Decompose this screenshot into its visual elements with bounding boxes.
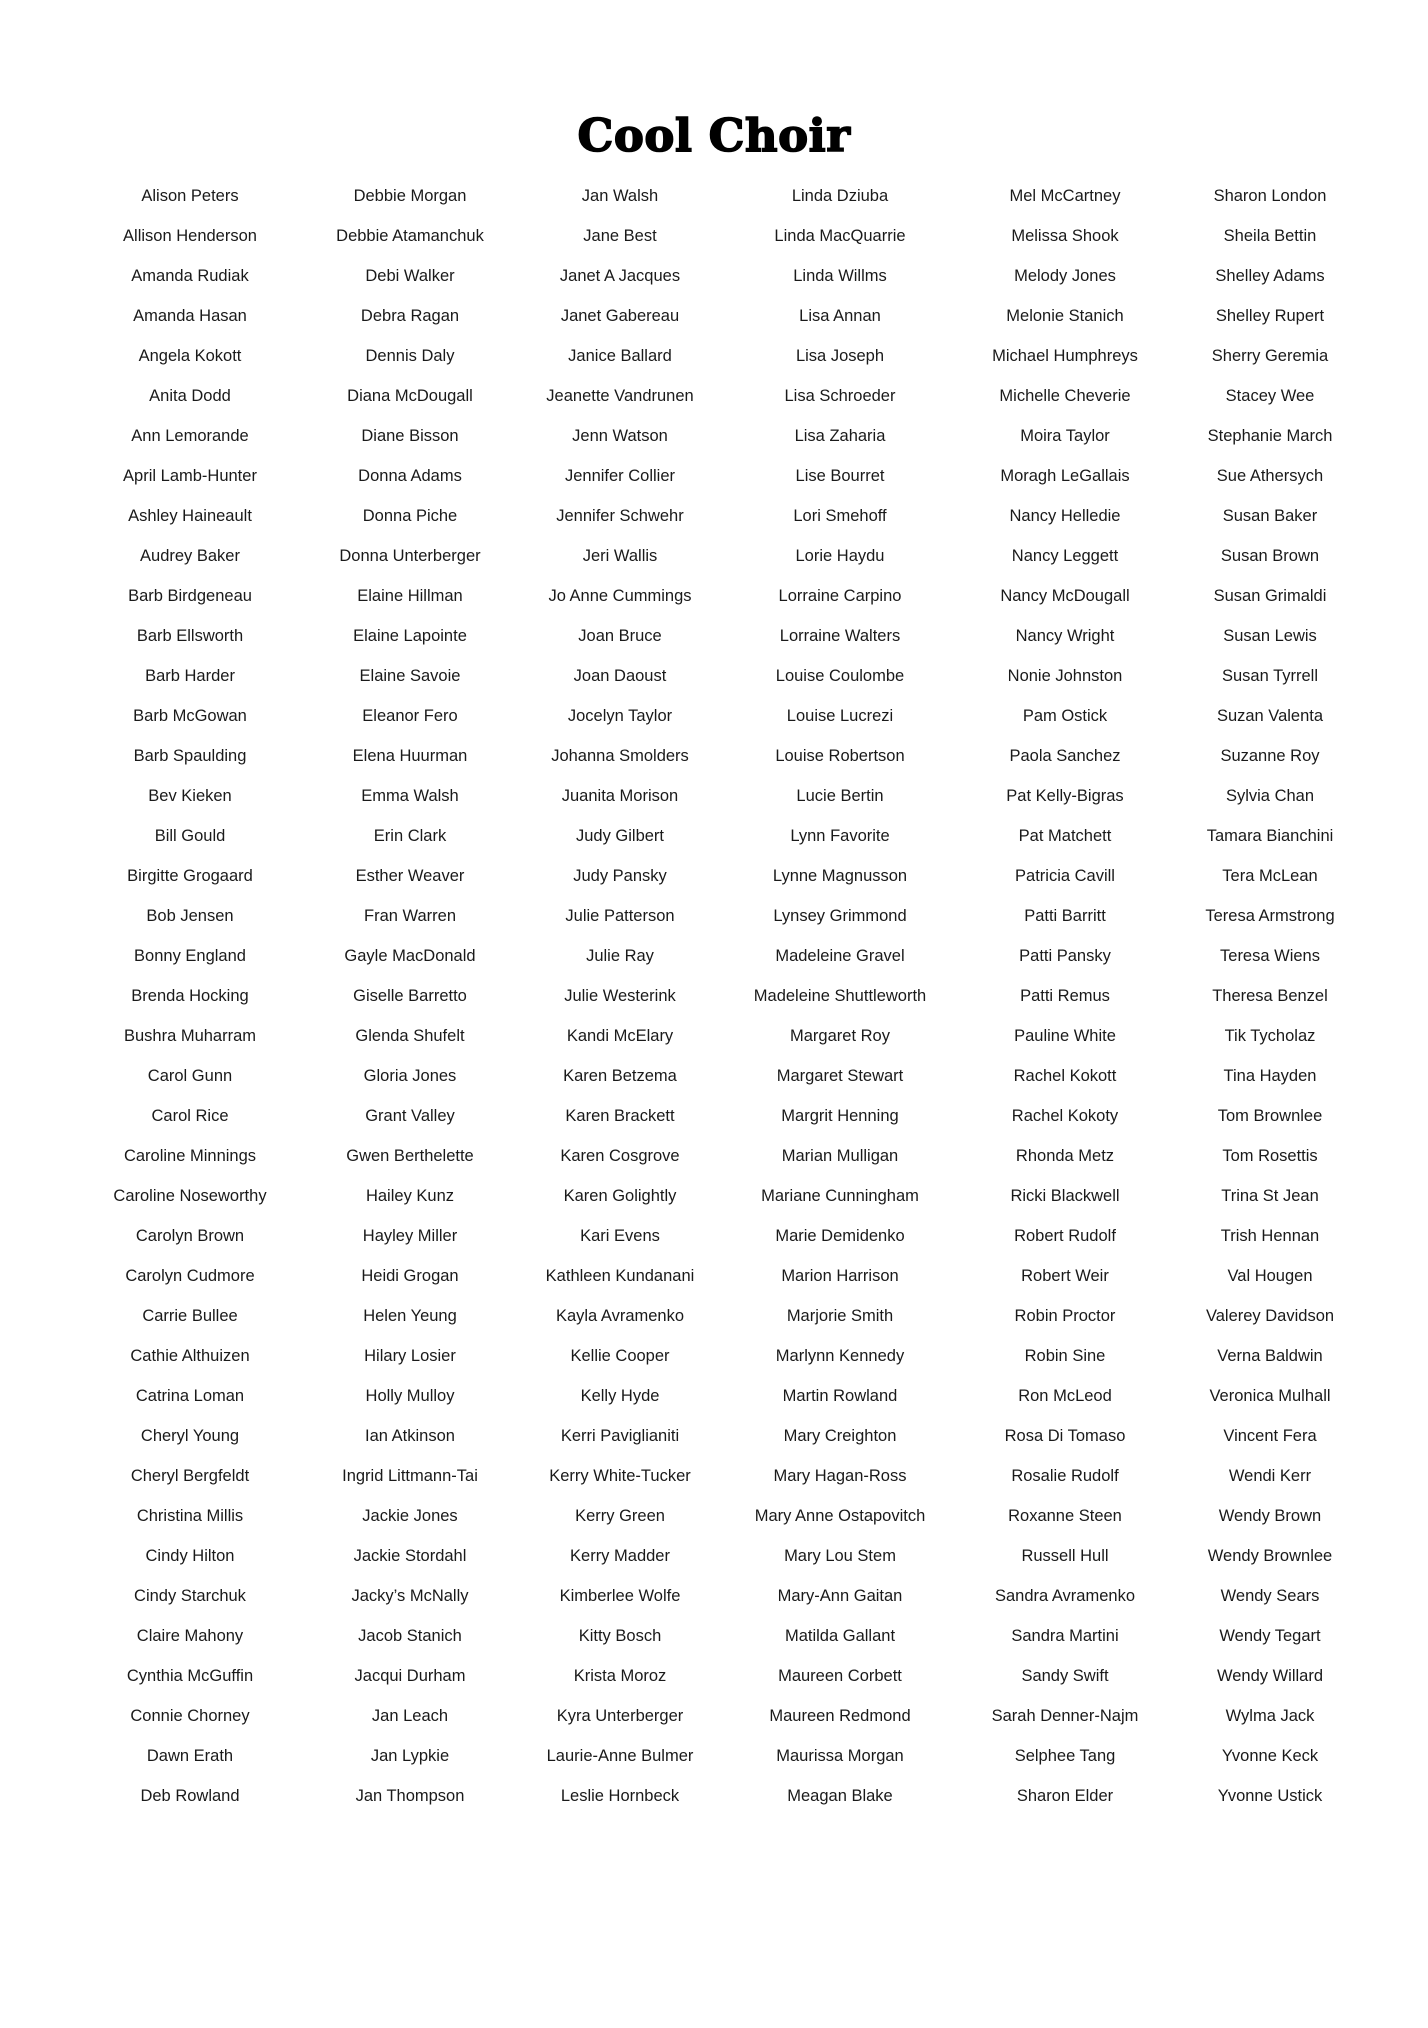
member-name: Lynne Magnusson bbox=[772, 867, 908, 885]
member-name: Russell Hull bbox=[1021, 1547, 1109, 1565]
member-name: Laurie-Anne Bulmer bbox=[546, 1747, 694, 1765]
member-name: Shelley Rupert bbox=[1215, 307, 1325, 325]
member-name: Barb Ellsworth bbox=[136, 627, 244, 645]
member-name: Alison Peters bbox=[141, 187, 239, 205]
member-name: Amanda Rudiak bbox=[131, 267, 249, 285]
member-name: Michael Humphreys bbox=[992, 347, 1138, 365]
member-name: Brenda Hocking bbox=[131, 987, 249, 1005]
member-name: Cheryl Bergfeldt bbox=[130, 1467, 250, 1485]
member-name: Moragh LeGallais bbox=[1000, 467, 1130, 485]
member-name: Jennifer Schwehr bbox=[556, 507, 684, 525]
member-name: Teresa Armstrong bbox=[1205, 907, 1335, 925]
member-name: Kari Evens bbox=[580, 1227, 660, 1245]
member-name: Melody Jones bbox=[1014, 267, 1116, 285]
member-name: Connie Chorney bbox=[130, 1707, 250, 1725]
member-name: Patti Barritt bbox=[1024, 907, 1106, 925]
member-name: Robert Weir bbox=[1021, 1267, 1109, 1285]
member-name: April Lamb-Hunter bbox=[123, 467, 257, 485]
member-name: Ian Atkinson bbox=[365, 1427, 455, 1445]
member-name: Birgitte Grogaard bbox=[127, 867, 253, 885]
member-name: Trish Hennan bbox=[1220, 1227, 1320, 1245]
member-name: Sue Athersych bbox=[1216, 467, 1324, 485]
member-name: Cindy Starchuk bbox=[134, 1587, 246, 1605]
member-name: Kerri Paviglianiti bbox=[560, 1427, 680, 1445]
member-name: Barb Birdgeneau bbox=[128, 587, 252, 605]
member-name: Angela Kokott bbox=[138, 347, 242, 365]
member-name: Jacob Stanich bbox=[358, 1627, 462, 1645]
member-name: Amanda Hasan bbox=[133, 307, 247, 325]
member-name: Lorie Haydu bbox=[795, 547, 885, 565]
member-name: Rachel Kokott bbox=[1013, 1067, 1117, 1085]
member-name: Julie Patterson bbox=[565, 907, 675, 925]
member-name: Selphee Tang bbox=[1014, 1747, 1116, 1765]
member-name: Ron McLeod bbox=[1018, 1387, 1112, 1405]
member-name: Tik Tycholaz bbox=[1224, 1027, 1316, 1045]
member-name: Janet Gabereau bbox=[560, 307, 680, 325]
member-name: Dennis Daly bbox=[365, 347, 455, 365]
member-name: Ashley Haineault bbox=[128, 507, 252, 525]
member-name: Wendy Brown bbox=[1218, 1507, 1322, 1525]
member-name: Jan Lypkie bbox=[370, 1747, 450, 1765]
member-name: Teresa Wiens bbox=[1220, 947, 1320, 965]
member-name: Bushra Muharram bbox=[123, 1027, 257, 1045]
member-name: Tera McLean bbox=[1222, 867, 1318, 885]
member-name: Susan Tyrrell bbox=[1222, 667, 1318, 685]
member-name: Emma Walsh bbox=[361, 787, 459, 805]
member-name: Sarah Denner-Najm bbox=[991, 1707, 1139, 1725]
member-name: Kimberlee Wolfe bbox=[559, 1587, 681, 1605]
member-name: Kandi McElary bbox=[566, 1027, 674, 1045]
member-name: Meagan Blake bbox=[787, 1787, 893, 1805]
member-name: Debra Ragan bbox=[360, 307, 460, 325]
member-name: Cathie Althuizen bbox=[130, 1347, 250, 1365]
member-name: Bob Jensen bbox=[146, 907, 234, 925]
member-name: Mary Creighton bbox=[783, 1427, 897, 1445]
member-name: Jacky’s McNally bbox=[351, 1587, 469, 1605]
member-name: Helen Yeung bbox=[363, 1307, 457, 1325]
member-name: Maureen Corbett bbox=[778, 1667, 902, 1685]
member-name: Carrie Bullee bbox=[142, 1307, 238, 1325]
member-name: Susan Lewis bbox=[1223, 627, 1317, 645]
member-name: Rosalie Rudolf bbox=[1011, 1467, 1119, 1485]
member-name: Marjorie Smith bbox=[786, 1307, 894, 1325]
member-name: Lynsey Grimmond bbox=[773, 907, 907, 925]
member-name: Marion Harrison bbox=[781, 1267, 899, 1285]
member-name: Moira Taylor bbox=[1020, 427, 1110, 445]
member-name: Ricki Blackwell bbox=[1010, 1187, 1120, 1205]
member-name: Mary-Ann Gaitan bbox=[777, 1587, 903, 1605]
name-column-4 bbox=[730, 176, 950, 1816]
member-name: Dawn Erath bbox=[146, 1747, 234, 1765]
member-name: Wendi Kerr bbox=[1228, 1467, 1312, 1485]
member-name: Johanna Smolders bbox=[551, 747, 689, 765]
member-name: Wendy Tegart bbox=[1219, 1627, 1321, 1645]
member-name: Wendy Willard bbox=[1216, 1667, 1324, 1685]
member-name: Jeri Wallis bbox=[582, 547, 658, 565]
member-name: Jeanette Vandrunen bbox=[546, 387, 694, 405]
member-name: Giselle Barretto bbox=[353, 987, 467, 1005]
member-name: Anita Dodd bbox=[149, 387, 231, 405]
member-name: Madeleine Shuttleworth bbox=[753, 987, 927, 1005]
member-name: Jan Leach bbox=[371, 1707, 449, 1725]
member-name: Elaine Hillman bbox=[357, 587, 463, 605]
member-name: Barb McGowan bbox=[133, 707, 247, 725]
member-name: Joan Bruce bbox=[578, 627, 662, 645]
member-name: Juanita Morison bbox=[561, 787, 679, 805]
member-name: Debbie Atamanchuk bbox=[336, 227, 484, 245]
member-name: Wylma Jack bbox=[1225, 1707, 1315, 1725]
member-name: Jan Walsh bbox=[581, 187, 659, 205]
member-name: Janet A Jacques bbox=[559, 267, 681, 285]
member-name: Patricia Cavill bbox=[1015, 867, 1115, 885]
member-name: Pauline White bbox=[1014, 1027, 1116, 1045]
member-name: Claire Mahony bbox=[136, 1627, 244, 1645]
member-name: Jocelyn Taylor bbox=[567, 707, 673, 725]
member-name: Suzanne Roy bbox=[1220, 747, 1320, 765]
member-name: Kerry Green bbox=[575, 1507, 665, 1525]
member-name: Barb Spaulding bbox=[133, 747, 247, 765]
member-name: Susan Grimaldi bbox=[1213, 587, 1327, 605]
member-name: Elena Huurman bbox=[352, 747, 468, 765]
name-column-5 bbox=[960, 176, 1170, 1816]
member-name: Tom Brownlee bbox=[1217, 1107, 1323, 1125]
member-name: Donna Unterberger bbox=[339, 547, 481, 565]
member-name: Nancy Helledie bbox=[1009, 507, 1121, 525]
member-name: Nonie Johnston bbox=[1007, 667, 1123, 685]
member-name: Wendy Brownlee bbox=[1207, 1547, 1333, 1565]
member-name: Heidi Grogan bbox=[361, 1267, 459, 1285]
member-name: Joan Daoust bbox=[573, 667, 667, 685]
member-name: Louise Robertson bbox=[775, 747, 905, 765]
member-name: Judy Gilbert bbox=[575, 827, 665, 845]
page-title: Cool Choir bbox=[577, 109, 851, 162]
member-name: Carol Gunn bbox=[147, 1067, 233, 1085]
member-name: Bev Kieken bbox=[148, 787, 232, 805]
member-name: Gwen Berthelette bbox=[346, 1147, 474, 1165]
member-name: Sharon London bbox=[1213, 187, 1327, 205]
member-name: Jenn Watson bbox=[572, 427, 668, 445]
member-name: Shelley Adams bbox=[1215, 267, 1325, 285]
member-name: Matilda Gallant bbox=[784, 1627, 896, 1645]
member-name: Melissa Shook bbox=[1011, 227, 1119, 245]
member-name: Linda MacQuarrie bbox=[774, 227, 906, 245]
member-name: Janice Ballard bbox=[568, 347, 672, 365]
member-name: Stacey Wee bbox=[1225, 387, 1315, 405]
member-name: Roxanne Steen bbox=[1008, 1507, 1122, 1525]
member-name: Hailey Kunz bbox=[365, 1187, 455, 1205]
member-name: Nancy Wright bbox=[1015, 627, 1115, 645]
member-name: Jackie Stordahl bbox=[353, 1547, 467, 1565]
member-name: Louise Coulombe bbox=[775, 667, 905, 685]
member-name: Ingrid Littmann-Tai bbox=[342, 1467, 478, 1485]
member-name: Tamara Bianchini bbox=[1206, 827, 1334, 845]
member-name: Sandra Martini bbox=[1011, 1627, 1119, 1645]
member-name: Sherry Geremia bbox=[1211, 347, 1329, 365]
member-name: Jan Thompson bbox=[355, 1787, 465, 1805]
member-name: Marie Demidenko bbox=[775, 1227, 905, 1245]
member-name: Karen Golightly bbox=[563, 1187, 677, 1205]
member-name: Debbie Morgan bbox=[353, 187, 467, 205]
member-name: Bill Gould bbox=[154, 827, 226, 845]
member-name: Grant Valley bbox=[365, 1107, 455, 1125]
member-name: Nancy Leggett bbox=[1011, 547, 1119, 565]
member-name: Robert Rudolf bbox=[1014, 1227, 1116, 1245]
member-name: Ann Lemorande bbox=[131, 427, 249, 445]
member-name: Val Hougen bbox=[1227, 1267, 1313, 1285]
member-name: Linda Dziuba bbox=[791, 187, 889, 205]
member-name: Gayle MacDonald bbox=[344, 947, 476, 965]
member-name: Glenda Shufelt bbox=[355, 1027, 465, 1045]
member-name: Donna Piche bbox=[362, 507, 458, 525]
member-name: Jane Best bbox=[583, 227, 657, 245]
member-name: Sylvia Chan bbox=[1225, 787, 1315, 805]
member-name: Karen Brackett bbox=[565, 1107, 675, 1125]
member-name: Michelle Cheverie bbox=[999, 387, 1131, 405]
member-name: Lisa Schroeder bbox=[784, 387, 896, 405]
member-name: Kitty Bosch bbox=[578, 1627, 662, 1645]
member-name: Lori Smehoff bbox=[793, 507, 887, 525]
member-name: Susan Baker bbox=[1222, 507, 1318, 525]
member-name: Valerey Davidson bbox=[1205, 1307, 1335, 1325]
member-name: Sheila Bettin bbox=[1223, 227, 1317, 245]
member-name: Sandra Avramenko bbox=[994, 1587, 1136, 1605]
member-name: Linda Willms bbox=[793, 267, 887, 285]
member-name: Rachel Kokoty bbox=[1011, 1107, 1119, 1125]
member-name: Eleanor Fero bbox=[362, 707, 458, 725]
member-name: Suzan Valenta bbox=[1216, 707, 1324, 725]
member-name: Debi Walker bbox=[365, 267, 455, 285]
member-name: Karen Cosgrove bbox=[560, 1147, 680, 1165]
member-name: Kathleen Kundanani bbox=[545, 1267, 695, 1285]
member-name: Theresa Benzel bbox=[1212, 987, 1328, 1005]
member-name: Cindy Hilton bbox=[145, 1547, 235, 1565]
member-name: Mary Lou Stem bbox=[784, 1547, 896, 1565]
member-name: Karen Betzema bbox=[563, 1067, 677, 1085]
name-column-1 bbox=[90, 176, 290, 1816]
member-name: Pat Matchett bbox=[1018, 827, 1112, 845]
member-name: Kellie Cooper bbox=[570, 1347, 670, 1365]
member-name: Maureen Redmond bbox=[769, 1707, 911, 1725]
member-name: Bonny England bbox=[134, 947, 246, 965]
member-name: Martin Rowland bbox=[782, 1387, 898, 1405]
member-name: Mel McCartney bbox=[1009, 187, 1121, 205]
member-name: Caroline Noseworthy bbox=[113, 1187, 267, 1205]
member-name: Margrit Henning bbox=[781, 1107, 899, 1125]
member-name: Robin Sine bbox=[1024, 1347, 1106, 1365]
member-name: Wendy Sears bbox=[1220, 1587, 1320, 1605]
member-name: Mary Hagan-Ross bbox=[773, 1467, 907, 1485]
member-name: Julie Ray bbox=[586, 947, 654, 965]
member-name: Diane Bisson bbox=[361, 427, 459, 445]
member-name: Susan Brown bbox=[1220, 547, 1320, 565]
member-name: Kerry Madder bbox=[570, 1547, 670, 1565]
member-name: Robin Proctor bbox=[1014, 1307, 1116, 1325]
member-name: Christina Millis bbox=[136, 1507, 244, 1525]
member-name: Audrey Baker bbox=[140, 547, 240, 565]
member-name: Yvonne Ustick bbox=[1217, 1787, 1323, 1805]
member-name: Jackie Jones bbox=[362, 1507, 458, 1525]
member-name: Patti Pansky bbox=[1019, 947, 1111, 965]
member-name: Barb Harder bbox=[145, 667, 235, 685]
member-name: Elaine Savoie bbox=[359, 667, 461, 685]
member-name: Tina Hayden bbox=[1223, 1067, 1317, 1085]
member-name: Fran Warren bbox=[364, 907, 456, 925]
member-name: Veronica Mulhall bbox=[1209, 1387, 1331, 1405]
member-name: Cynthia McGuffin bbox=[126, 1667, 254, 1685]
name-column-2 bbox=[305, 176, 515, 1816]
member-name: Caroline Minnings bbox=[123, 1147, 257, 1165]
member-name: Paola Sanchez bbox=[1009, 747, 1121, 765]
member-name: Sharon Elder bbox=[1016, 1787, 1114, 1805]
member-name: Elaine Lapointe bbox=[353, 627, 467, 645]
member-name: Deb Rowland bbox=[140, 1787, 240, 1805]
member-name: Kerry White-Tucker bbox=[549, 1467, 691, 1485]
member-name: Lorraine Carpino bbox=[778, 587, 902, 605]
member-name: Mariane Cunningham bbox=[761, 1187, 919, 1205]
member-name: Carol Rice bbox=[151, 1107, 229, 1125]
member-name: Lise Bourret bbox=[795, 467, 885, 485]
member-name: Louise Lucrezi bbox=[786, 707, 894, 725]
member-name: Carolyn Cudmore bbox=[125, 1267, 255, 1285]
member-name: Donna Adams bbox=[358, 467, 462, 485]
member-name: Holly Mulloy bbox=[365, 1387, 455, 1405]
member-name: Marlynn Kennedy bbox=[775, 1347, 905, 1365]
member-name: Lisa Annan bbox=[799, 307, 881, 325]
member-name: Melonie Stanich bbox=[1006, 307, 1124, 325]
member-name: Trina St Jean bbox=[1221, 1187, 1319, 1205]
member-name: Jennifer Collier bbox=[564, 467, 676, 485]
member-name: Cheryl Young bbox=[140, 1427, 240, 1445]
member-name: Judy Pansky bbox=[573, 867, 667, 885]
member-name: Jacqui Durham bbox=[354, 1667, 466, 1685]
member-name: Erin Clark bbox=[373, 827, 447, 845]
member-name: Kelly Hyde bbox=[580, 1387, 660, 1405]
member-name: Diana McDougall bbox=[347, 387, 473, 405]
member-name: Pat Kelly-Bigras bbox=[1006, 787, 1124, 805]
member-name: Lynn Favorite bbox=[790, 827, 890, 845]
member-name: Krista Moroz bbox=[573, 1667, 667, 1685]
member-name: Kayla Avramenko bbox=[555, 1307, 685, 1325]
member-name: Esther Weaver bbox=[355, 867, 465, 885]
member-name: Catrina Loman bbox=[135, 1387, 245, 1405]
member-name: Verna Baldwin bbox=[1217, 1347, 1323, 1365]
member-name: Hilary Losier bbox=[364, 1347, 456, 1365]
member-name: Maurissa Morgan bbox=[776, 1747, 904, 1765]
member-name: Pam Ostick bbox=[1022, 707, 1108, 725]
member-name: Lisa Joseph bbox=[795, 347, 885, 365]
member-name: Marian Mulligan bbox=[781, 1147, 899, 1165]
member-name: Rhonda Metz bbox=[1015, 1147, 1115, 1165]
name-column-6 bbox=[1170, 176, 1370, 1816]
member-name: Leslie Hornbeck bbox=[560, 1787, 680, 1805]
member-name: Kyra Unterberger bbox=[556, 1707, 684, 1725]
member-name: Nancy McDougall bbox=[1000, 587, 1130, 605]
member-name: Hayley Miller bbox=[362, 1227, 458, 1245]
member-name: Jo Anne Cummings bbox=[548, 587, 692, 605]
member-name: Vincent Fera bbox=[1223, 1427, 1317, 1445]
name-column-3 bbox=[520, 176, 720, 1816]
member-name: Lorraine Walters bbox=[779, 627, 901, 645]
member-name: Sandy Swift bbox=[1021, 1667, 1109, 1685]
member-name: Mary Anne Ostapovitch bbox=[754, 1507, 926, 1525]
member-name: Patti Remus bbox=[1020, 987, 1110, 1005]
member-name: Gloria Jones bbox=[363, 1067, 457, 1085]
member-name: Allison Henderson bbox=[123, 227, 257, 245]
member-name: Yvonne Keck bbox=[1221, 1747, 1319, 1765]
member-name: Lucie Bertin bbox=[796, 787, 884, 805]
member-name: Carolyn Brown bbox=[135, 1227, 245, 1245]
member-name: Stephanie March bbox=[1207, 427, 1333, 445]
member-name: Rosa Di Tomaso bbox=[1004, 1427, 1126, 1445]
member-name: Julie Westerink bbox=[564, 987, 676, 1005]
member-name: Margaret Roy bbox=[790, 1027, 890, 1045]
member-name: Lisa Zaharia bbox=[794, 427, 886, 445]
member-name: Madeleine Gravel bbox=[775, 947, 905, 965]
member-name: Tom Rosettis bbox=[1222, 1147, 1318, 1165]
member-name: Margaret Stewart bbox=[776, 1067, 904, 1085]
